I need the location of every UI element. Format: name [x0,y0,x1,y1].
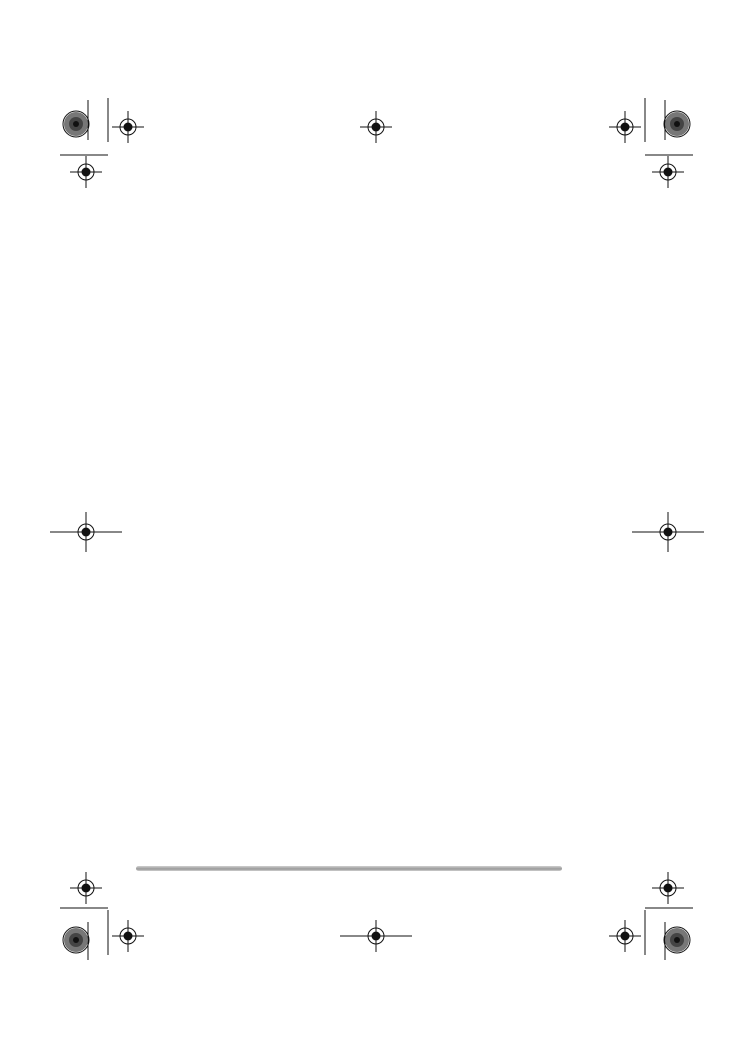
footer-bar [136,866,562,871]
